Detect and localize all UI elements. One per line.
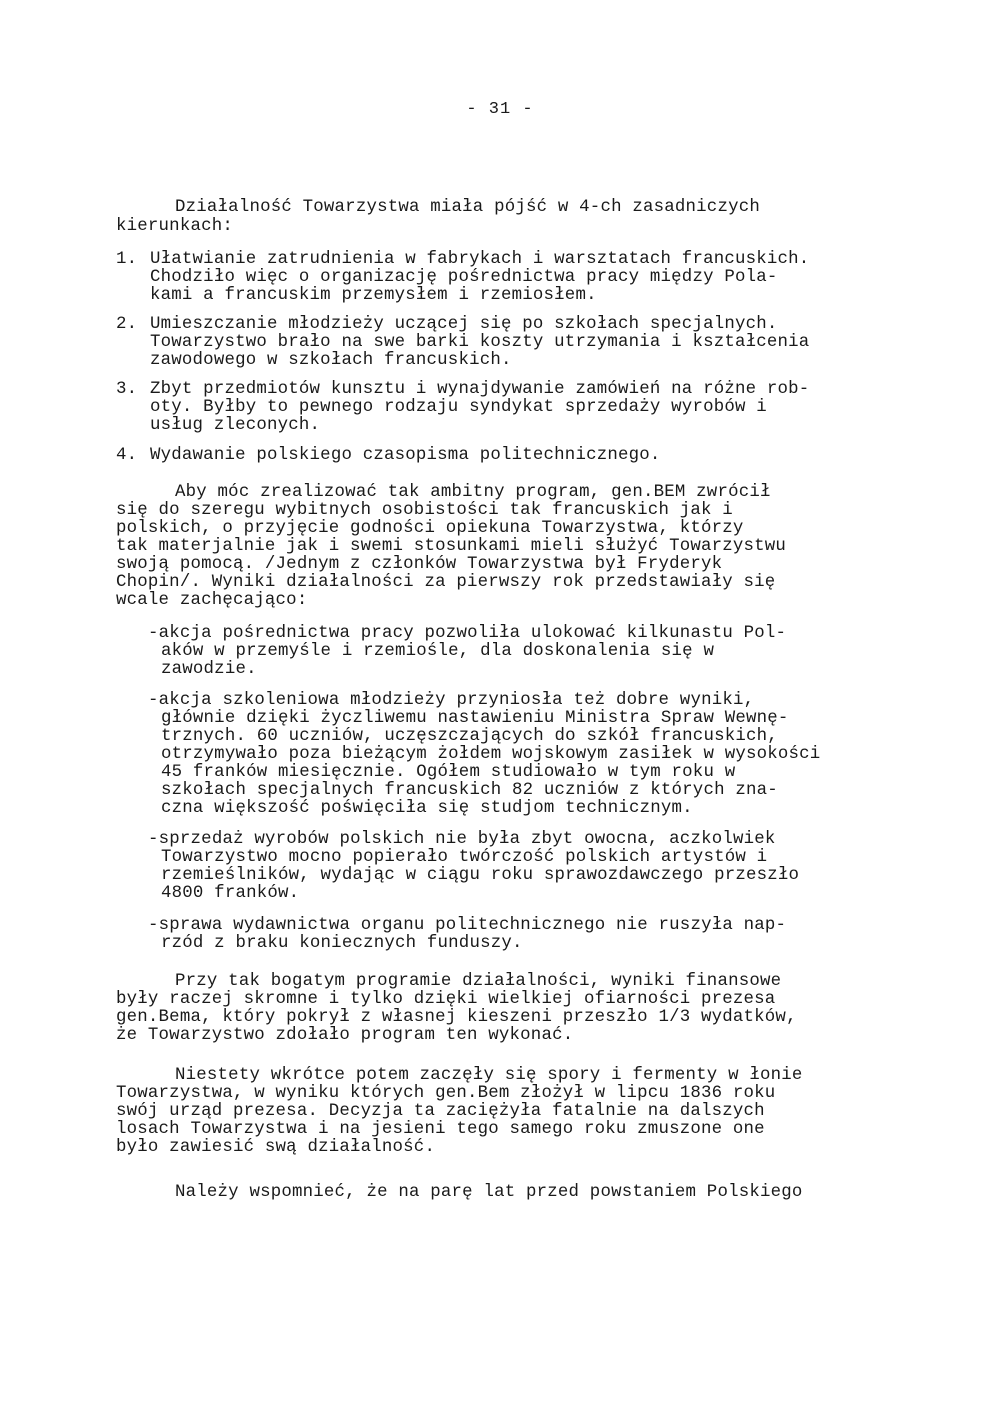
dash-item-line: otrzymywało poza bieżącym żołdem wojskowym zasiłek w wysokości	[161, 745, 821, 764]
paragraph-line: że Towarzystwo zdołało program ten wykonać.	[116, 1026, 574, 1045]
dash-item-line: 45 franków miesięcznie. Ogółem studiowało w tym roku w	[161, 763, 736, 782]
paragraph-line: się do szeregu wybitnych osobistości tak francuskich jak i	[116, 501, 733, 520]
dash-item-line: 4800 franków.	[161, 884, 300, 903]
dash-item-line: rzód z braku koniecznych funduszy.	[161, 934, 523, 953]
list-item-line: usług zleconych.	[150, 416, 321, 435]
paragraph-line: było zawiesić swą działalność.	[116, 1138, 436, 1157]
list-item-line: Umieszczanie młodzieży uczącej się po szkołach specjalnych.	[150, 315, 778, 334]
dash-item-line: -akcja pośrednictwa pracy pozwoliła ulokować kilkunastu Pol-	[148, 624, 787, 643]
paragraph-line: Przy tak bogatym programie działalności, wyniki finansowe	[175, 972, 782, 991]
paragraph-line: Chopin/. Wyniki działalności za pierwszy rok przedstawiały się	[116, 573, 776, 592]
paragraph-line: Towarzystwa, w wyniku których gen.Bem złożył w lipcu 1836 roku	[116, 1084, 776, 1103]
paragraph-line: gen.Bema, który pokrył z własnej kieszeni przeszło 1/3 wydatków,	[116, 1008, 797, 1027]
dash-item-line: -sprzedaż wyrobów polskich nie była zbyt owocna, aczkolwiek	[148, 830, 776, 849]
list-number: 3.	[116, 380, 138, 399]
list-number: 4.	[116, 446, 138, 465]
dash-item-line: Towarzystwo mocno popierało twórczość polskich artystów i	[161, 848, 768, 867]
dash-item-line: szkołach specjalnych francuskich 82 uczniów z których zna-	[161, 781, 778, 800]
dash-item-line: zawodzie.	[161, 660, 257, 679]
paragraph-line: wcale zachęcająco:	[116, 591, 308, 610]
dash-item-line: -sprawa wydawnictwa organu politechnicznego nie ruszyła nap-	[148, 916, 787, 935]
paragraph-line: Należy wspomnieć, że na parę lat przed powstaniem Polskiego	[175, 1183, 803, 1202]
list-item-line: kami a francuskim przemysłem i rzemiosłem.	[150, 286, 597, 305]
list-item-line: Wydawanie polskiego czasopisma politechnicznego.	[150, 446, 661, 465]
dash-item-line: trznych. 60 uczniów, uczęszczających do szkół francuskich,	[161, 727, 778, 746]
list-number: 2.	[116, 315, 138, 334]
paragraph-line: polskich, o przyjęcie godności opiekuna Towarzystwa, którzy	[116, 519, 744, 538]
intro-line: Działalność Towarzystwa miała pójść w 4-ch zasadniczych	[175, 198, 760, 217]
paragraph-line: swoją pomocą. /Jednym z członków Towarzystwa był Fryderyk	[116, 555, 723, 574]
intro-line: kierunkach:	[116, 217, 233, 236]
dash-item-line: rzemieślników, wydając w ciągu roku sprawozdawczego przeszło	[161, 866, 800, 885]
paragraph-line: były raczej skromne i tylko dzięki wielkiej ofiarności prezesa	[116, 990, 776, 1009]
list-number: 1.	[116, 250, 138, 269]
dash-item-line: czna większość poświęciła się studjom technicznym.	[161, 799, 693, 818]
dash-item-line: głównie dzięki życzliwemu nastawieniu Ministra Spraw Wewnę-	[161, 709, 789, 728]
list-item-line: Towarzystwo brało na swe barki koszty utrzymania i kształcenia	[150, 333, 810, 352]
dash-item-line: aków w przemyśle i rzemiośle, dla doskonalenia się w	[161, 642, 715, 661]
list-item-line: zawodowego w szkołach francuskich.	[150, 351, 512, 370]
list-item-line: Ułatwianie zatrudnienia w fabrykach i warsztatach francuskich.	[150, 250, 810, 269]
list-item-line: Zbyt przedmiotów kunsztu i wynajdywanie zamówień na różne rob-	[150, 380, 810, 399]
paragraph-line: losach Towarzystwa i na jesieni tego samego roku zmuszone one	[116, 1120, 765, 1139]
paragraph-line: Aby móc zrealizować tak ambitny program, gen.BEM zwrócił	[175, 483, 771, 502]
dash-item-line: -akcja szkoleniowa młodzieży przyniosła też dobre wyniki,	[148, 691, 755, 710]
list-item-line: oty. Byłby to pewnego rodzaju syndykat sprzedaży wyrobów i	[150, 398, 767, 417]
page-number: - 31 -	[466, 100, 534, 119]
paragraph-line: tak materjalnie jak i swemi stosunkami mieli służyć Towarzystwu	[116, 537, 787, 556]
paragraph-line: swój urząd prezesa. Decyzja ta zaciężyła fatalnie na dalszych	[116, 1102, 765, 1121]
list-item-line: Chodziło więc o organizację pośrednictwa pracy między Pola-	[150, 268, 778, 287]
paragraph-line: Niestety wkrótce potem zaczęły się spory i fermenty w łonie	[175, 1066, 803, 1085]
